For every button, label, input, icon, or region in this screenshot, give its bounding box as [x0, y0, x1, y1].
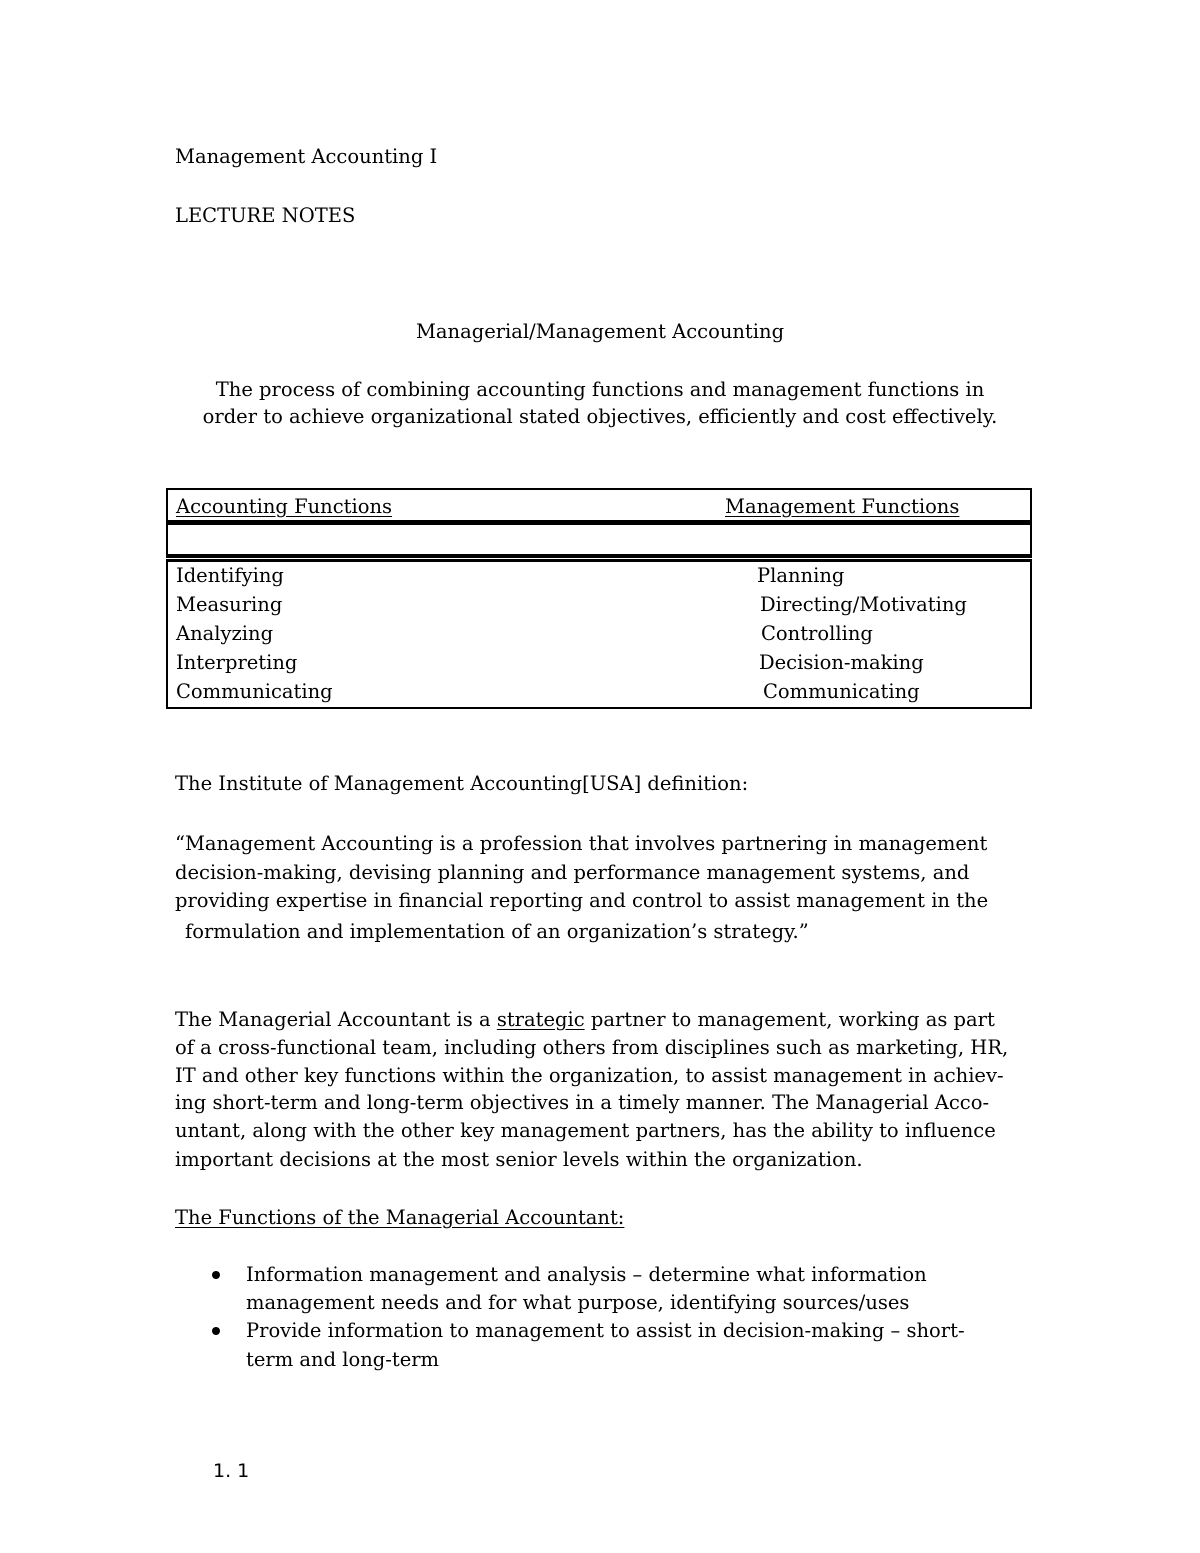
bullet-line: Provide information to management to assist in decision-making – short- — [246, 1319, 965, 1342]
definition-line-1: The process of combining accounting functions and management functions in — [215, 378, 985, 401]
strategic-paragraph-line: IT and other key functions within the organization, to assist management in achiev- — [175, 1064, 1004, 1087]
header-management-functions: Management Functions — [725, 495, 960, 518]
ima-quote-line: “Management Accounting is a profession that involves partnering in management — [175, 832, 988, 855]
table-row — [168, 593, 1030, 622]
table-row — [168, 564, 1030, 593]
lecture-notes-label: LECTURE NOTES — [175, 204, 356, 227]
table-row — [168, 651, 1030, 680]
table-row — [168, 622, 1030, 651]
ima-heading: The Institute of Management Accounting[USA] definition: — [175, 772, 749, 795]
management-function: Decision-making — [759, 651, 924, 674]
header-accounting-functions: Accounting Functions — [176, 495, 393, 518]
definition-line-2: order to achieve organizational stated objectives, efficiently and cost effectively. — [202, 405, 998, 428]
strategic-underlined-word: strategic — [496, 1008, 585, 1031]
accounting-function: Measuring — [176, 593, 283, 616]
accounting-function: Communicating — [176, 680, 333, 703]
strategic-text-before: The Managerial Accountant is a — [175, 1008, 497, 1031]
management-function: Controlling — [761, 622, 873, 645]
section-title: Managerial/Management Accounting — [415, 320, 785, 343]
functions-table-header — [166, 488, 1032, 523]
strategic-paragraph-line: of a cross-functional team, including others from disciplines such as marketing, HR, — [175, 1036, 1009, 1059]
bullet-line: term and long-term — [246, 1348, 440, 1371]
management-function: Directing/Motivating — [760, 593, 967, 616]
accounting-function: Identifying — [176, 564, 284, 587]
accounting-function: Analyzing — [176, 622, 274, 645]
management-function: Planning — [757, 564, 845, 587]
functions-table-spacer-row — [166, 523, 1032, 558]
strategic-paragraph-line: untant, along with the other key management partners, has the ability to influence — [175, 1119, 996, 1142]
bullet-icon — [212, 1327, 220, 1335]
ima-quote-line: decision-making, devising planning and performance management systems, and — [175, 861, 970, 884]
strategic-text-after: partner to management, working as part — [584, 1008, 995, 1031]
strategic-paragraph-line: ing short-term and long-term objectives in a timely manner. The Managerial Acco- — [175, 1091, 990, 1114]
bullet-line: management needs and for what purpose, identifying sources/uses — [246, 1291, 910, 1314]
bullet-line: Information management and analysis – determine what information — [246, 1263, 927, 1286]
bullet-icon — [212, 1271, 220, 1279]
functions-heading: The Functions of the Managerial Accountant: — [175, 1206, 625, 1229]
table-row — [168, 680, 1030, 709]
ima-quote-line: providing expertise in financial reporting and control to assist management in the — [175, 889, 989, 912]
strategic-paragraph-line: important decisions at the most senior levels within the organization. — [175, 1148, 863, 1171]
course-title: Management Accounting I — [175, 145, 438, 168]
strategic-paragraph-line — [175, 1008, 995, 1031]
functions-table-body — [166, 559, 1032, 709]
page-number: 1. 1 — [213, 1460, 250, 1482]
management-function: Communicating — [763, 680, 920, 703]
ima-quote-line: formulation and implementation of an organization’s strategy.” — [185, 920, 809, 943]
accounting-function: Interpreting — [176, 651, 298, 674]
